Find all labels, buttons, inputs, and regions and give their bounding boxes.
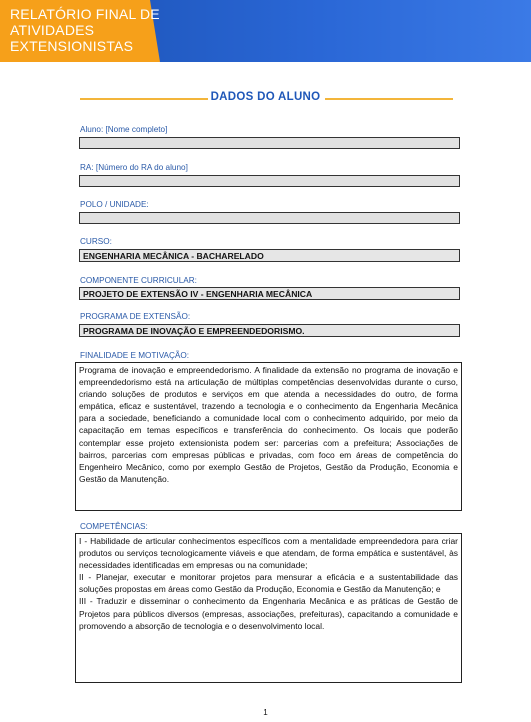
polo-label: POLO / UNIDADE:: [80, 200, 149, 209]
competencias-label: COMPETÊNCIAS:: [80, 522, 148, 531]
competencia-item: I - Habilidade de articular conhecimentos específicos com a mentalidade empreendedora para criar produtos ou serviços tecnologicamente viáveis e que atendam, de forma empática e sustentável, às necessidades identificadas em empresas ou na comunidade;: [79, 536, 458, 571]
competencia-item: II - Planejar, executar e monitorar projetos para mensurar a eficácia e a sustentabilidade das soluções propostas em áreas como Gestão da Produção, Economia e Gestão da Manutenção; e: [79, 572, 458, 595]
curso-label: CURSO:: [80, 237, 112, 246]
finalidade-label: FINALIDADE E MOTIVAÇÃO:: [80, 351, 190, 360]
componente-value: PROJETO DE EXTENSÃO IV - ENGENHARIA MECÂNICA: [79, 287, 460, 300]
aluno-label: Aluno: [Nome completo]: [80, 125, 168, 134]
banner-title: RELATÓRIO FINAL DE ATIVIDADES EXTENSIONISTAS: [10, 6, 160, 54]
programa-value: PROGRAMA DE INOVAÇÃO E EMPREENDEDORISMO.: [79, 324, 460, 337]
polo-field[interactable]: [79, 212, 460, 224]
competencia-item: III - Traduzir e disseminar o conhecimento da Engenharia Mecânica e as práticas de Gestão de Projetos para públicos diversos (empresas, associações, prefeituras), capacitando a comunidade e promovendo a absorção de tecnologia e o desenvolvimento local.: [79, 596, 458, 631]
aluno-field[interactable]: [79, 137, 460, 149]
ra-field[interactable]: [79, 175, 460, 187]
finalidade-text: Programa de inovação e empreendedorismo. A finalidade da extensão no programa de inovação e empreendedorismo está na articulação de múltiplas competências desenvolvidas durante o curso, criando soluções de produtos e serviços em que atenda a necessidades do outro, de forma empática, eficaz e sustentável, trazendo a tecnologia e o conhecimento da Engenharia Mecânica para a sociedade, beneficiando a comunidade local com o conhecimento adquirido, por meio da capacitação em temas específicos e transferência do conhecimento. Os locais que poderão contemplar esse projeto extensionista podem ser: parcerias com a prefeitura; Associações de bairros, parcerias com empresas públicas e privadas, com foco em áreas de competência do Engenheiro Mecânico, como por exemplo Gestão de Projetos, Gestão da Produção, Economia e Gestão da Manutenção.: [79, 365, 458, 484]
curso-value: ENGENHARIA MECÂNICA - BACHARELADO: [79, 249, 460, 262]
programa-label: PROGRAMA DE EXTENSÃO:: [80, 312, 191, 321]
section-title: DADOS DO ALUNO: [210, 91, 321, 103]
finalidade-box: [75, 362, 462, 511]
competencias-box: [75, 533, 462, 683]
componente-label: COMPONENTE CURRICULAR:: [80, 276, 197, 285]
page-number: 1: [263, 708, 268, 717]
ra-label: RA: [Número do RA do aluno]: [80, 163, 188, 172]
header-banner: [0, 0, 531, 62]
